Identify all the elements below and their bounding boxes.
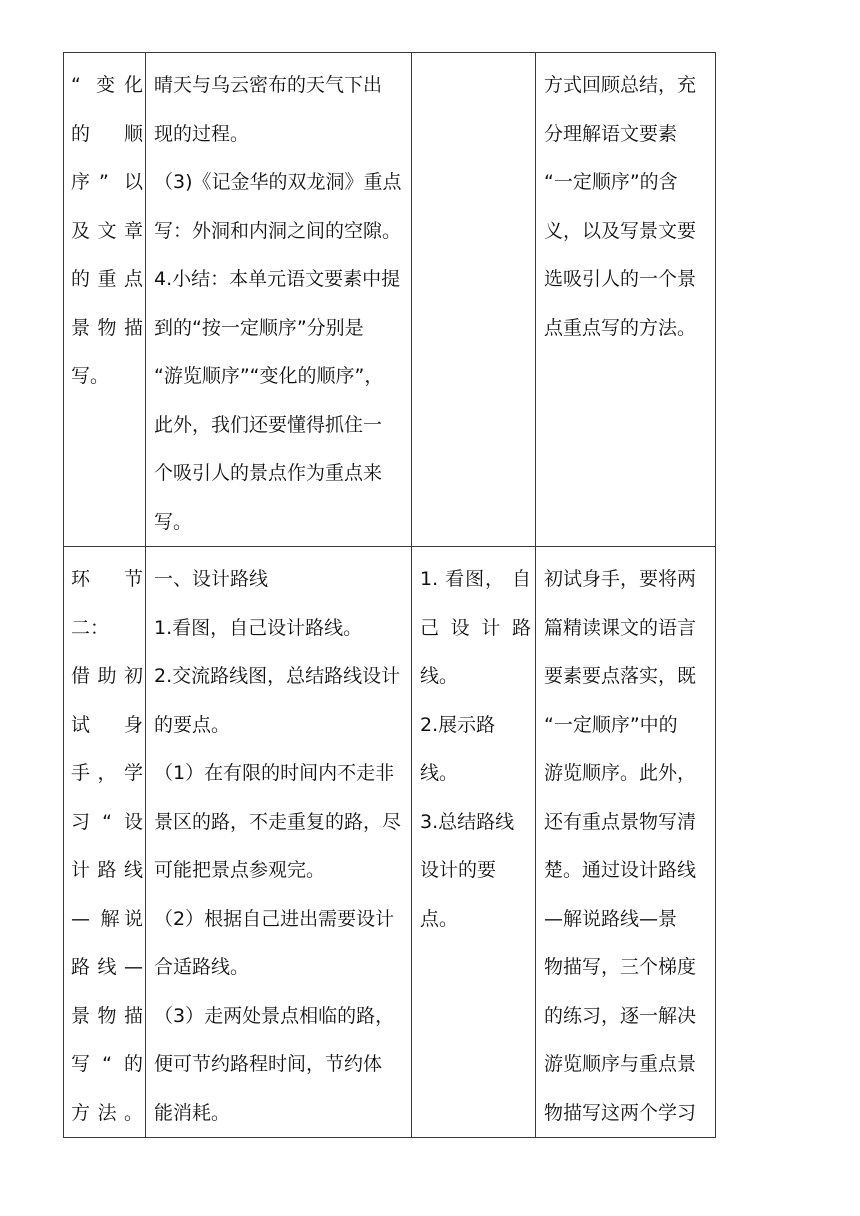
intent-text-line: 物描写这两个学习 bbox=[544, 1101, 697, 1124]
stage-text-line: 路线— bbox=[71, 956, 143, 978]
intent-text-line: 楚。通过设计路线 bbox=[544, 859, 697, 881]
stage-text-line: 及文章 bbox=[71, 219, 143, 242]
stage-text-line: 借助初 bbox=[71, 665, 143, 687]
teacher-text-line: 写：外洞和内洞之间的空隙。 bbox=[154, 219, 402, 242]
teacher-text-line: 一、设计路线 bbox=[154, 568, 269, 590]
stage-text-line: 习“设 bbox=[71, 810, 143, 833]
student-text-line: 2.展示路 bbox=[420, 713, 496, 736]
stage-text-line: “ 变化 bbox=[71, 74, 143, 96]
teacher-text-line: 合适路线。 bbox=[154, 956, 250, 978]
teacher-text-line: 的要点。 bbox=[154, 713, 231, 736]
teacher-text-line: （3)《记金华的双龙洞》重点 bbox=[154, 171, 402, 193]
lesson-plan-table bbox=[63, 52, 716, 1138]
stage-text-line: 景物描 bbox=[71, 1004, 143, 1027]
student-text-line: 点。 bbox=[420, 907, 459, 930]
intent-text-line: 游览顺序与重点景 bbox=[544, 1053, 697, 1075]
teacher-text-line: 便可节约路程时间，节约体 bbox=[154, 1053, 383, 1075]
student-text-line: 线。 bbox=[420, 762, 459, 784]
stage-text-line: 序” 以 bbox=[71, 171, 143, 193]
intent-text-line: 篇精读课文的语言 bbox=[544, 616, 697, 639]
teacher-activity-cell bbox=[146, 53, 412, 547]
stage-text-line: 的重点 bbox=[71, 268, 143, 290]
stage-text-line: 计路线 bbox=[71, 859, 143, 881]
teacher-text-line: 4.小结：本单元语文要素中提 bbox=[154, 268, 401, 290]
intent-text-line: “一定顺序”中的 bbox=[544, 713, 678, 736]
teacher-text-line: 到的“按一定顺序”分别是 bbox=[154, 316, 364, 339]
intent-text-line: “一定顺序”的含 bbox=[544, 171, 678, 193]
student-text-line: 己 设 计 路 bbox=[420, 616, 531, 639]
student-text-line: 设计的要 bbox=[420, 859, 497, 881]
table-row bbox=[64, 547, 716, 1138]
stage-text-line: 试 身 bbox=[71, 713, 143, 736]
teacher-text-line: 景区的路，不走重复的路，尽 bbox=[154, 810, 402, 833]
stage-cell bbox=[64, 53, 146, 547]
teacher-text-line: 2.交流路线图，总结路线设计 bbox=[154, 665, 401, 687]
student-text-line: 1. 看图， 自 bbox=[420, 568, 531, 590]
teacher-text-line: 1.看图，自己设计路线。 bbox=[154, 616, 363, 639]
teacher-text-line: 可能把景点参观完。 bbox=[154, 859, 326, 881]
intent-text-line: 选吸引人的一个景 bbox=[544, 268, 697, 290]
student-text-line: 线。 bbox=[420, 665, 459, 687]
student-activity-cell bbox=[412, 53, 536, 547]
teacher-text-line: （2）根据自己进出需要设计 bbox=[154, 907, 395, 930]
teacher-text-line: “游览顺序”“变化的顺序”， bbox=[154, 365, 384, 387]
intent-text-line: 的练习，逐一解决 bbox=[544, 1004, 697, 1027]
teacher-text-line: （3）走两处景点相临的路， bbox=[154, 1004, 395, 1027]
student-text-line: 3.总结路线 bbox=[420, 810, 515, 833]
student-activity-cell bbox=[412, 547, 536, 1138]
stage-text-line: 写。 bbox=[71, 365, 110, 387]
table-row bbox=[64, 53, 716, 547]
teacher-text-line: 能消耗。 bbox=[154, 1101, 231, 1124]
teacher-text-line: （1）在有限的时间内不走非 bbox=[154, 762, 395, 784]
stage-text-line: 的 顺 bbox=[71, 122, 143, 145]
stage-text-line: 方法。 bbox=[71, 1101, 143, 1124]
intent-text-line: 点重点写的方法。 bbox=[544, 316, 697, 339]
intent-text-line: —解说路线—景 bbox=[544, 907, 678, 930]
stage-text-line: 手，学 bbox=[71, 762, 143, 784]
design-intent-cell bbox=[536, 547, 716, 1138]
design-intent-cell bbox=[536, 53, 716, 547]
teacher-activity-cell bbox=[146, 547, 412, 1138]
stage-text-line: — 解说 bbox=[71, 907, 143, 930]
intent-text-line: 要素要点落实，既 bbox=[544, 665, 697, 687]
teacher-text-line: 此外，我们还要懂得抓住一 bbox=[154, 413, 383, 436]
stage-text-line: 写“的 bbox=[71, 1053, 143, 1075]
stage-text-line: 景物描 bbox=[71, 316, 143, 339]
teacher-text-line: 现的过程。 bbox=[154, 122, 250, 145]
teacher-text-line: 晴天与乌云密布的天气下出 bbox=[154, 74, 383, 96]
intent-text-line: 游览顺序。此外， bbox=[544, 762, 697, 784]
stage-cell bbox=[64, 547, 146, 1138]
intent-text-line: 分理解语文要素 bbox=[544, 122, 678, 145]
intent-text-line: 物描写，三个梯度 bbox=[544, 956, 697, 978]
stage-text-line: 环 节 bbox=[71, 568, 143, 590]
intent-text-line: 初试身手，要将两 bbox=[544, 568, 697, 590]
teacher-text-line: 写。 bbox=[154, 510, 193, 533]
intent-text-line: 义，以及写景文要 bbox=[544, 219, 697, 242]
intent-text-line: 还有重点景物写清 bbox=[544, 810, 697, 833]
stage-text-line: 二： bbox=[71, 616, 110, 639]
teacher-text-line: 个吸引人的景点作为重点来 bbox=[154, 462, 383, 484]
intent-text-line: 方式回顾总结，充 bbox=[544, 74, 697, 96]
